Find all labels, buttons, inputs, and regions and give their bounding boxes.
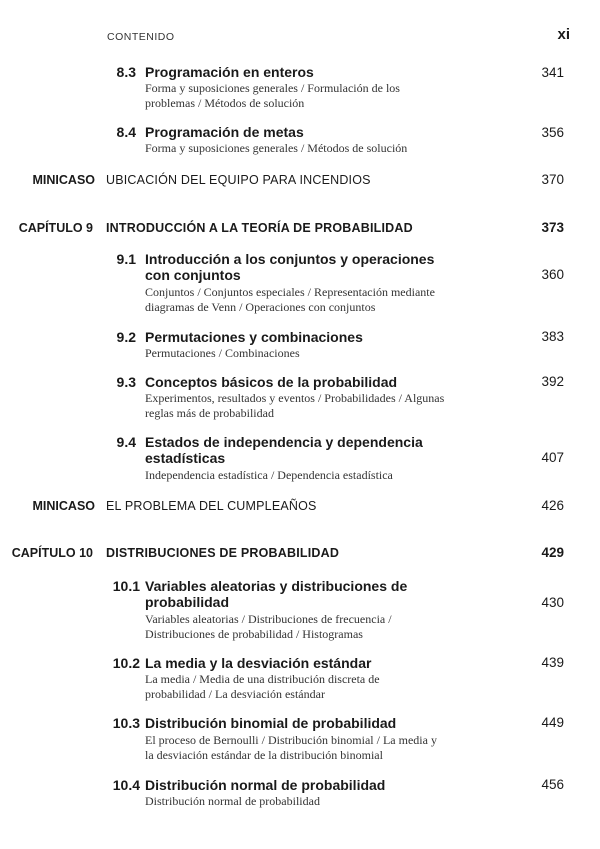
section-subtopics-line: Experimentos, resultados y eventos / Probabilidades / Algunas (145, 391, 445, 405)
section-subtopics-line: Forma y suposiciones generales / Formulación de los (145, 81, 400, 95)
section-subtopics-line: probabilidad / La desviación estándar (145, 687, 325, 701)
section-title: Programación en enteros (145, 64, 314, 80)
section-title: Distribución normal de probabilidad (145, 777, 386, 793)
page-number: 439 (541, 655, 564, 670)
chapter-title: DISTRIBUCIONES DE PROBABILIDAD (106, 546, 340, 560)
section-subtopics-line: diagramas de Venn / Operaciones con conjuntos (145, 300, 376, 314)
section-number: 10.1 (112, 578, 140, 594)
section-subtopics-line: Distribución normal de probabilidad (145, 794, 320, 808)
running-title: CONTENIDO (107, 31, 175, 43)
section-number: 9.3 (116, 374, 136, 390)
section-title: Estados de independencia y dependencia (145, 434, 423, 450)
page-numeral: xi (557, 26, 570, 43)
chapter-title: INTRODUCCIÓN A LA TEORÍA DE PROBABILIDAD (106, 221, 413, 235)
page-number: 392 (541, 374, 564, 389)
section-title-continued: con conjuntos (145, 267, 241, 283)
section-title-continued: probabilidad (145, 594, 229, 610)
page-number: 370 (541, 172, 564, 187)
section-title: Introducción a los conjuntos y operaciones (145, 251, 435, 267)
chapter-page-number: 373 (541, 220, 564, 235)
section-number: 9.4 (116, 434, 136, 450)
chapter-label: CAPÍTULO 9 (18, 221, 93, 235)
section-subtopics-line: problemas / Métodos de solución (145, 96, 305, 110)
section-number: 10.3 (112, 715, 140, 731)
page-number: 383 (541, 329, 564, 344)
section-title: Distribución binomial de probabilidad (145, 715, 397, 731)
section-title-continued: estadísticas (145, 450, 226, 466)
section-number: 9.1 (116, 251, 136, 267)
page-number: 456 (541, 777, 564, 792)
section-subtopics-line: Conjuntos / Conjuntos especiales / Representación mediante (145, 285, 435, 299)
section-number: 8.4 (116, 124, 136, 140)
page-number: 356 (541, 125, 564, 140)
minicaso-title: EL PROBLEMA DEL CUMPLEAÑOS (106, 499, 317, 513)
page-number: 341 (541, 65, 564, 80)
chapter-page-number: 429 (541, 545, 564, 560)
section-subtopics-line: Permutaciones / Combinaciones (145, 346, 300, 360)
section-title: La media y la desviación estándar (145, 655, 372, 671)
section-title: Conceptos básicos de la probabilidad (145, 374, 398, 390)
minicaso-title: UBICACIÓN DEL EQUIPO PARA INCENDIOS (106, 173, 371, 187)
section-subtopics-line: reglas más de probabilidad (145, 406, 274, 420)
minicaso-label: MINICASO (32, 173, 95, 187)
section-subtopics-line: Distribuciones de probabilidad / Histogramas (145, 627, 363, 641)
page-number: 430 (541, 595, 564, 610)
section-title: Programación de metas (145, 124, 304, 140)
section-number: 8.3 (116, 64, 136, 80)
section-subtopics-line: La media / Media de una distribución discreta de (145, 672, 380, 686)
section-number: 10.2 (112, 655, 140, 671)
page-number: 407 (541, 450, 564, 465)
section-subtopics-line: la desviación estándar de la distribución binomial (145, 748, 383, 762)
page-number: 449 (541, 715, 564, 730)
section-number: 9.2 (116, 329, 136, 345)
chapter-label: CAPÍTULO 10 (11, 546, 93, 560)
section-number: 10.4 (112, 777, 140, 793)
section-subtopics-line: Forma y suposiciones generales / Métodos de solución (145, 141, 408, 155)
section-subtopics-line: Variables aleatorias / Distribuciones de frecuencia / (145, 612, 392, 626)
page-number: 426 (541, 498, 564, 513)
section-title: Permutaciones y combinaciones (145, 329, 363, 345)
page-number: 360 (541, 267, 564, 282)
section-subtopics-line: El proceso de Bernoulli / Distribución binomial / La media y (145, 733, 437, 747)
section-subtopics-line: Independencia estadística / Dependencia estadística (145, 468, 393, 482)
minicaso-label: MINICASO (32, 499, 95, 513)
section-title: Variables aleatorias y distribuciones de (145, 578, 408, 594)
